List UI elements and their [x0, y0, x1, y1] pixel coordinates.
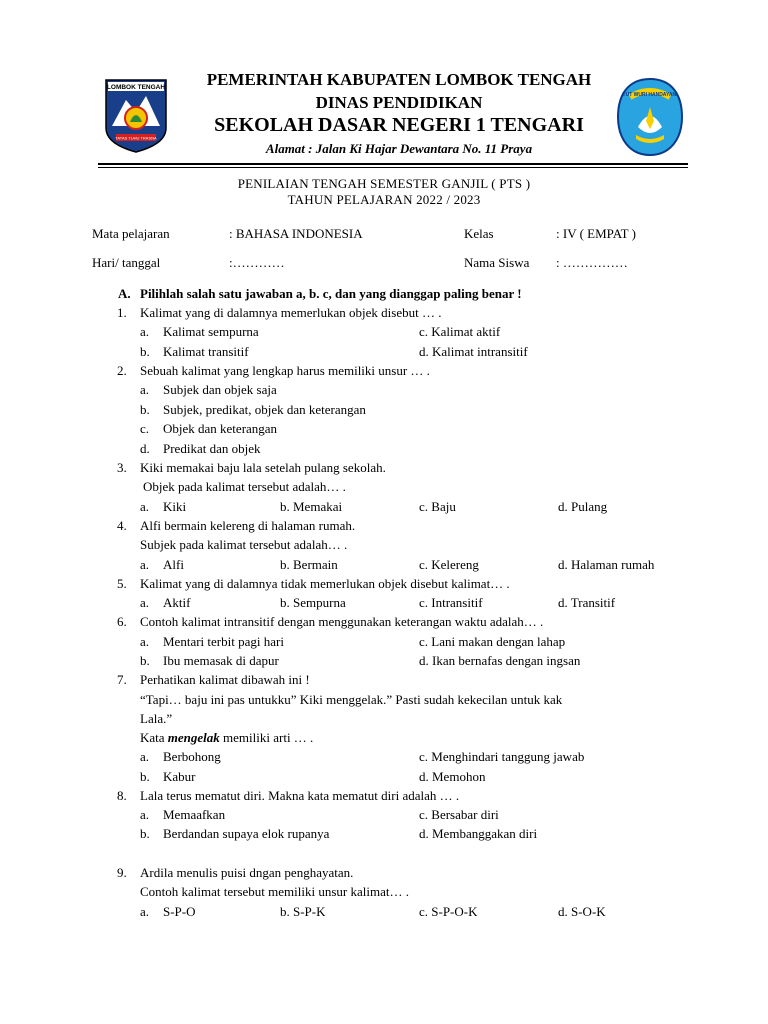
question-number: 8.: [117, 788, 127, 803]
header-department: DINAS PENDIDIKAN: [315, 93, 483, 112]
option-c: c. Bersabar diri: [419, 807, 499, 822]
option-letter: a.: [140, 382, 150, 397]
option-a: Aktif: [163, 595, 191, 610]
question-subtext: Objek pada kalimat tersebut adalah… .: [143, 479, 346, 494]
class-value: : IV ( EMPAT ): [556, 226, 636, 241]
question-text: Ardila menulis puisi dngan penghayatan.: [140, 865, 354, 880]
question-text: Alfi bermain kelereng di halaman rumah.: [140, 518, 356, 533]
student-name-value: : ……………: [556, 255, 628, 270]
option-c: c. Lani makan dengan lahap: [419, 634, 566, 649]
header-divider-thick: [98, 163, 688, 165]
option-b: b. S-P-K: [280, 904, 326, 919]
exam-year: TAHUN PELAJARAN 2022 / 2023: [287, 192, 481, 207]
exam-title: PENILAIAN TENGAH SEMESTER GANJIL ( PTS ): [237, 176, 531, 191]
option-letter: b.: [140, 769, 150, 784]
date-label: Hari/ tanggal: [92, 255, 161, 270]
section-a-letter: A.: [118, 286, 131, 301]
option-c: Objek dan keterangan: [163, 421, 278, 436]
option-letter: a.: [140, 324, 150, 339]
option-a: Alfi: [163, 557, 184, 572]
question-text: Lala terus mematut diri. Makna kata mematut diri adalah … .: [140, 788, 460, 803]
svg-text:TUT WURI HANDAYANI: TUT WURI HANDAYANI: [622, 92, 678, 98]
header-address: Alamat : Jalan Ki Hajar Dewantara No. 11 Praya: [265, 141, 533, 156]
question-text: Perhatikan kalimat dibawah ini !: [140, 672, 310, 687]
question-number: 9.: [117, 865, 127, 880]
option-b: b. Sempurna: [280, 595, 346, 610]
question-number: 6.: [117, 614, 127, 629]
question-subtext: [140, 730, 313, 746]
student-name-label: Nama Siswa: [464, 255, 530, 270]
option-letter: b.: [140, 653, 150, 668]
section-a-instruction: Pilihlah salah satu jawaban a, b. c, dan yang dianggap paling benar !: [140, 286, 522, 301]
option-b: Kalimat transitif: [163, 344, 249, 359]
header-government: PEMERINTAH KABUPATEN LOMBOK TENGAH: [206, 70, 592, 89]
option-letter: d.: [140, 441, 150, 456]
question-number: 7.: [117, 672, 127, 687]
option-c: c. Kelereng: [419, 557, 479, 572]
subject-value: : BAHASA INDONESIA: [229, 226, 363, 241]
option-d: d. Halaman rumah: [558, 557, 655, 572]
option-d: d. Pulang: [558, 499, 608, 514]
option-a: Kiki: [163, 499, 187, 514]
option-b: Berdandan supaya elok rupanya: [163, 826, 330, 841]
option-d: d. Kalimat intransitif: [419, 344, 528, 359]
question-text: Sebuah kalimat yang lengkap harus memiliki unsur … .: [140, 363, 430, 378]
option-a: S-P-O: [163, 904, 196, 919]
option-letter: a.: [140, 749, 150, 764]
option-c: c. Intransitif: [419, 595, 483, 610]
option-b: b. Bermain: [280, 557, 338, 572]
question-text: Kiki memakai baju lala setelah pulang sekolah.: [140, 460, 386, 475]
svg-text:LOMBOK TENGAH: LOMBOK TENGAH: [106, 84, 166, 91]
option-d: d. Ikan bernafas dengan ingsan: [419, 653, 581, 668]
date-value: :…………: [229, 255, 285, 270]
option-a: Berbohong: [163, 749, 221, 764]
option-d: Predikat dan objek: [163, 441, 261, 456]
question-number: 2.: [117, 363, 127, 378]
option-letter: b.: [140, 344, 150, 359]
question-number: 5.: [117, 576, 127, 591]
option-d: d. S-O-K: [558, 904, 606, 919]
option-a: Subjek dan objek saja: [163, 382, 277, 397]
option-letter: a.: [140, 595, 150, 610]
option-d: d. Memohon: [419, 769, 486, 784]
kata-prefix: Kata: [140, 730, 168, 745]
option-b: Subjek, predikat, objek dan keterangan: [163, 402, 366, 417]
option-a: Memaafkan: [163, 807, 226, 822]
question-subtext: Subjek pada kalimat tersebut adalah… .: [140, 537, 348, 552]
option-letter: a.: [140, 807, 150, 822]
header-divider-thin: [98, 167, 688, 168]
quote-line-1: “Tapi… baju ini pas untukku” Kiki menggelak.” Pasti sudah kekecilan untuk kak: [140, 692, 563, 707]
subject-label: Mata pelajaran: [92, 226, 170, 241]
question-number: 4.: [117, 518, 127, 533]
question-text: Contoh kalimat intransitif dengan menggunakan keterangan waktu adalah… .: [140, 614, 544, 629]
question-number: 1.: [117, 305, 127, 320]
option-letter: b.: [140, 402, 150, 417]
option-letter: c.: [140, 421, 150, 436]
header-school-name: SEKOLAH DASAR NEGERI 1 TENGARI: [214, 114, 584, 136]
option-b: Ibu memasak di dapur: [163, 653, 279, 668]
question-number: 3.: [117, 460, 127, 475]
option-c: c. S-P-O-K: [419, 904, 478, 919]
kata-suffix: memiliki arti … .: [219, 730, 314, 745]
option-d: d. Transitif: [558, 595, 616, 610]
kata-emphasis: mengelak: [167, 730, 220, 745]
option-letter: a.: [140, 904, 150, 919]
option-letter: a.: [140, 499, 150, 514]
option-b: b. Memakai: [280, 499, 343, 514]
option-a: Mentari terbit pagi hari: [163, 634, 284, 649]
option-b: Kabur: [163, 769, 196, 784]
option-c: c. Menghindari tanggung jawab: [419, 749, 585, 764]
question-text: Kalimat yang di dalamnya tidak memerlukan objek disebut kalimat… .: [140, 576, 510, 591]
option-letter: a.: [140, 557, 150, 572]
option-letter: b.: [140, 826, 150, 841]
svg-text:TATAS TUHU TRASNA: TATAS TUHU TRASNA: [115, 135, 157, 141]
option-d: d. Membanggakan diri: [419, 826, 538, 841]
quote-line-2: Lala.”: [140, 711, 173, 726]
option-letter: a.: [140, 634, 150, 649]
class-label: Kelas: [464, 226, 494, 241]
option-c: c. Baju: [419, 499, 456, 514]
question-subtext: Contoh kalimat tersebut memiliki unsur kalimat… .: [140, 884, 409, 899]
option-c: c. Kalimat aktif: [419, 324, 501, 339]
question-text: Kalimat yang di dalamnya memerlukan objek disebut … .: [140, 305, 442, 320]
option-a: Kalimat sempurna: [163, 324, 259, 339]
